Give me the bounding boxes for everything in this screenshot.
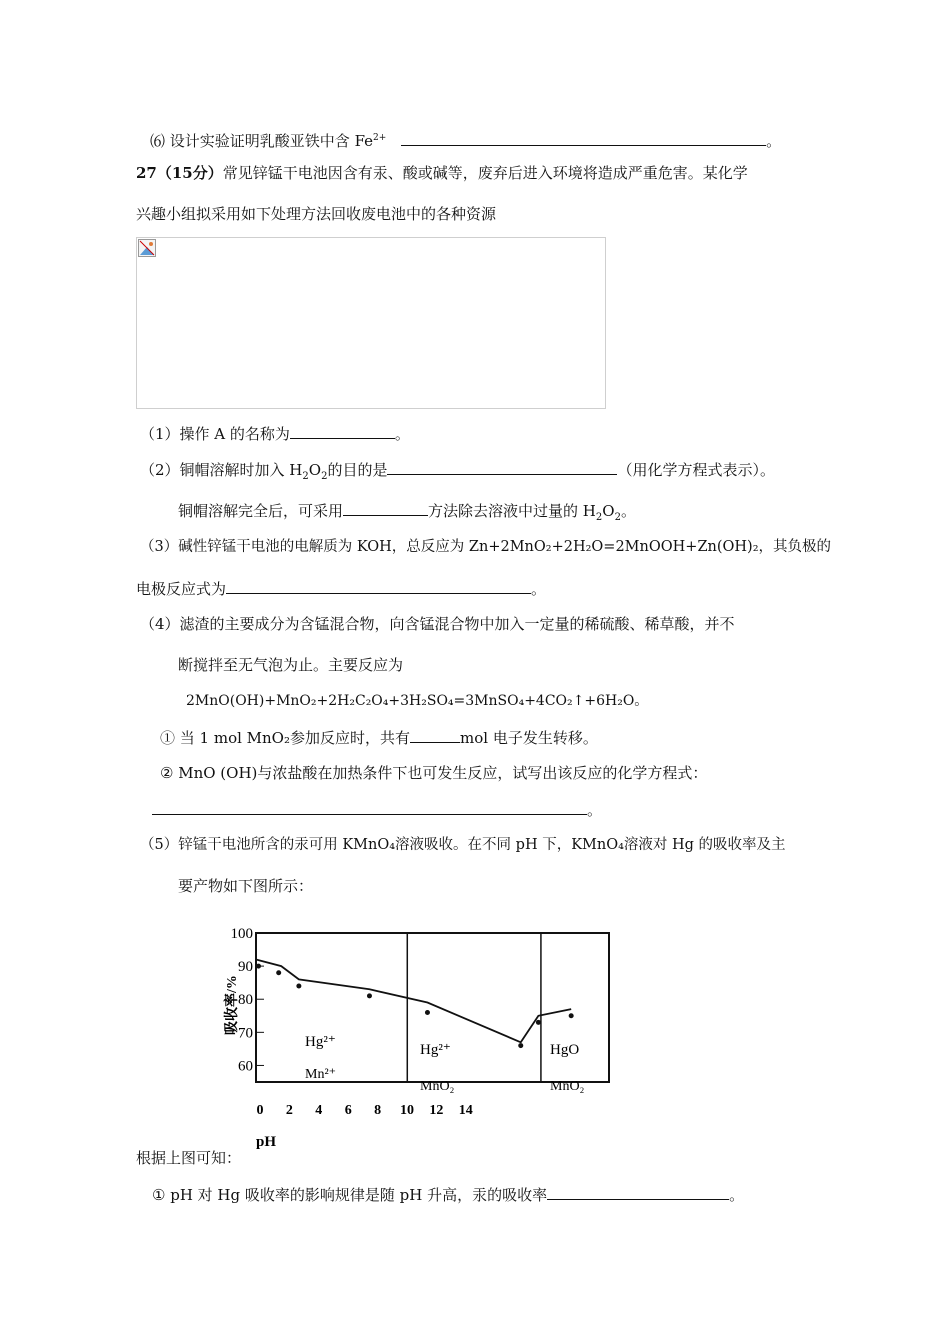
p4-item1-pre: ① 当 1 mol MnO₂参加反应时，共有: [160, 729, 410, 747]
p4-item2-text: ② MnO (OH)与浓盐酸在加热条件下也可发生反应，试写出该反应的化学方程式：: [160, 764, 708, 782]
p2-pre: （2）铜帽溶解时加入 H: [140, 461, 303, 479]
p3-line2: 电极反应式为: [136, 580, 227, 598]
x-tick-label: 12: [429, 1103, 444, 1118]
region-sublabel: Mn²⁺: [305, 1067, 337, 1082]
p1-end: 。: [394, 425, 410, 443]
part-3-line2: [136, 578, 546, 599]
x-tick-label: 8: [374, 1103, 382, 1118]
p2-sub2: 2: [321, 471, 328, 482]
p2-sub1: 2: [302, 471, 309, 482]
region-sublabel: MnO₂: [420, 1079, 455, 1094]
p4-equation: 2MnO(OH)+MnO₂+2H₂C₂O₄+3H₂SO₄=3MnSO₄+4CO₂↑+6H₂O。: [186, 693, 649, 709]
data-point: [569, 1013, 574, 1018]
p3-answer-blank[interactable]: [226, 578, 531, 594]
q6-end: 。: [766, 132, 782, 150]
p4-item1-blank[interactable]: [410, 727, 460, 743]
p2b-end: 。: [620, 502, 636, 520]
part-3-line1: [140, 537, 831, 557]
p2-answer-blank[interactable]: [387, 459, 617, 475]
p2b-sub1: 2: [595, 512, 603, 523]
p2b-pre: 铜帽溶解完全后，可采用: [178, 502, 344, 520]
absorption-line: [256, 959, 571, 1042]
process-flow-image-placeholder: [136, 237, 606, 409]
p1-answer-blank[interactable]: [290, 423, 395, 439]
p2-mid: O: [308, 461, 322, 479]
p2b-post: 方法除去溶液中过量的 H: [428, 502, 596, 520]
broken-image-icon: [138, 239, 156, 257]
conclusion-intro: [136, 1148, 241, 1168]
part-2b: [178, 500, 636, 528]
x-tick-label: 14: [458, 1103, 473, 1118]
p4-item1-post: mol 电子发生转移。: [460, 729, 598, 747]
x-axis-label: pH: [256, 1134, 277, 1150]
y-tick-label: 90: [238, 959, 253, 976]
q27-heading: 27（15分）: [136, 164, 223, 182]
x-tick-label: 6: [344, 1103, 352, 1118]
p4-line1: （4）滤渣的主要成分为含锰混合物，向含锰混合物中加入一定量的稀硫酸、稀草酸，并不: [140, 615, 735, 633]
y-tick-label: 80: [238, 992, 253, 1009]
part-2: [140, 459, 775, 487]
p1-text: （1）操作 A 的名称为: [140, 425, 290, 443]
data-point: [367, 993, 372, 998]
p2b-answer-blank[interactable]: [343, 500, 428, 516]
data-point: [425, 1010, 430, 1015]
p2b-mid: O: [602, 502, 615, 520]
part-4-equation: [186, 691, 648, 711]
q27-intro-1: 常见锌锰干电池因含有汞、酸或碱等，废弃后进入环境将造成严重危害。某化学: [222, 164, 748, 182]
part-4-item2-answer: [152, 799, 602, 820]
part-4-item1: [160, 727, 598, 748]
conclusion-item1: [152, 1184, 744, 1205]
x-tick-label: 0: [256, 1103, 264, 1118]
conclusion-intro-text: 根据上图可知：: [136, 1149, 242, 1167]
question-6: [150, 128, 781, 151]
y-tick-label: 60: [238, 1058, 253, 1075]
part-4-line1: [140, 614, 735, 634]
region-label: Hg²⁺: [305, 1034, 336, 1050]
data-point: [296, 983, 301, 988]
q6-answer-blank[interactable]: [401, 130, 766, 146]
p2-post: 的目的是: [327, 461, 388, 479]
q27-intro-2: 兴趣小组拟采用如下处理方法回收废电池中的各种资源: [136, 205, 497, 223]
q6-text: 设计实验证明乳酸亚铁中含 Fe: [169, 132, 374, 150]
part-4-line2: [178, 655, 403, 675]
conclusion-item1-blank[interactable]: [547, 1184, 729, 1200]
part-4-item2: [160, 763, 707, 783]
data-point: [518, 1043, 523, 1048]
conclusion-item1-end: 。: [729, 1186, 745, 1204]
data-point: [256, 964, 261, 969]
region-label: Hg²⁺: [420, 1042, 451, 1058]
p3-line1: （3）碱性锌锰干电池的电解质为 KOH，总反应为 Zn+2MnO₂+2H₂O=2MnOOH+Zn(OH)₂，其负极的: [140, 539, 832, 555]
p2b-sub2: 2: [614, 512, 621, 523]
q6-number: ⑹: [150, 132, 166, 150]
y-axis-label: 吸收率/%: [225, 975, 240, 1035]
data-point: [536, 1020, 541, 1025]
region-sublabel: MnO₂: [550, 1079, 585, 1094]
y-tick-label: 100: [230, 926, 253, 942]
conclusion-item1-text: ① pH 对 Hg 吸收率的影响规律是随 pH 升高，汞的吸收率: [152, 1186, 548, 1204]
p3-end: 。: [531, 580, 547, 598]
q6-superscript: 2+: [373, 133, 387, 143]
p5-line2: 要产物如下图所示：: [178, 877, 314, 895]
part-1: [140, 423, 410, 444]
x-tick-label: 2: [285, 1103, 293, 1118]
p4-item2-end: 。: [587, 801, 603, 819]
p2-end: （用化学方程式表示）。: [617, 461, 775, 479]
p4-line2: 断搅拌至无气泡为止。主要反应为: [178, 656, 404, 674]
x-tick-label: 4: [315, 1103, 323, 1118]
part-5-line1: [140, 835, 786, 855]
question-27-line2: [136, 204, 496, 224]
part-5-line2: [178, 876, 313, 896]
p5-line1: （5）锌锰干电池所含的汞可用 KMnO₄溶液吸收。在不同 pH 下，KMnO₄溶液对 Hg 的吸收率及主: [140, 837, 786, 853]
p4-item2-blank[interactable]: [152, 799, 587, 815]
question-27-line1: [136, 163, 748, 183]
y-tick-label: 70: [238, 1025, 253, 1042]
chart-frame: [256, 933, 609, 1082]
region-label: HgO: [550, 1042, 580, 1058]
data-point: [276, 970, 281, 975]
x-tick-label: 10: [400, 1103, 414, 1118]
